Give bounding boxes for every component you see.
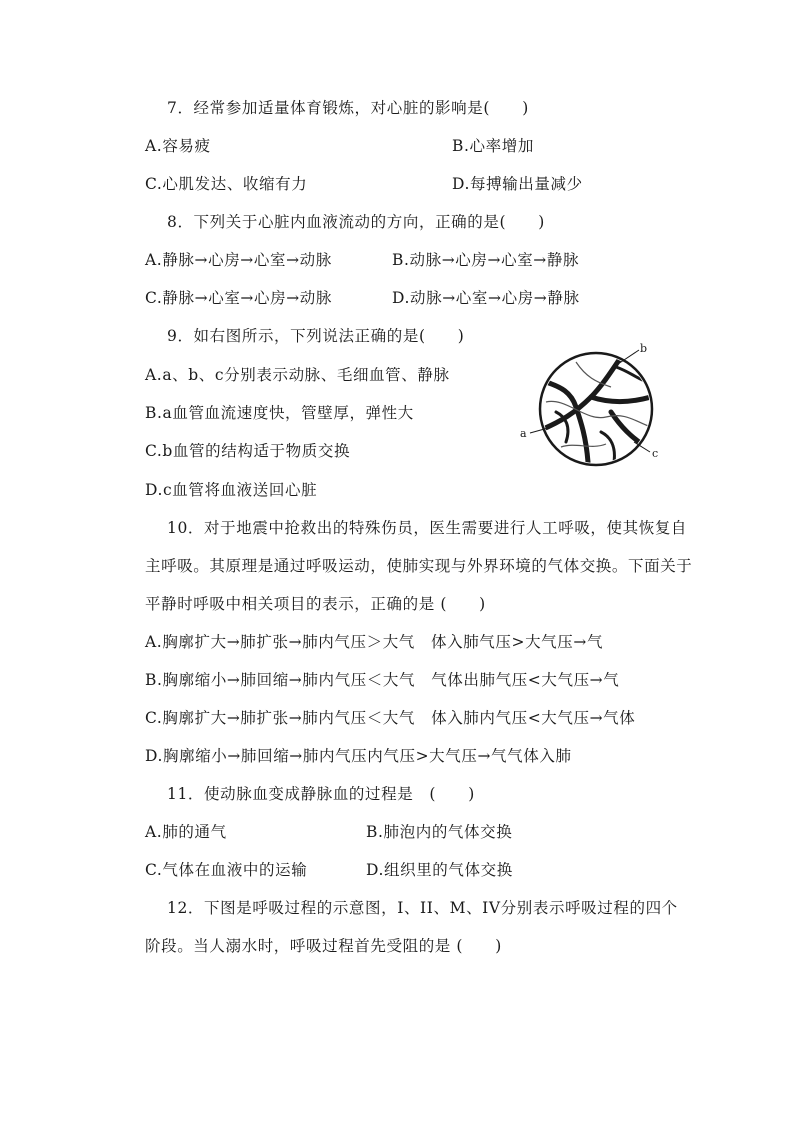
blood-vessel-diagram — [516, 342, 666, 472]
question-8-option-c: C.静脉→心室→心房→动脉 — [145, 289, 332, 307]
question-10-stem-line-1: 10．对于地震中抢救出的特殊伤员，医生需要进行人工呼吸，使其恢复自 — [167, 519, 688, 537]
question-11-option-d: D.组织里的气体交换 — [366, 861, 513, 879]
question-9-stem: 9．如右图所示，下列说法正确的是( ) — [167, 327, 465, 345]
question-7-option-a: A.容易疲 — [145, 137, 211, 155]
question-12-stem-line-2: 阶段。当人溺水时，呼吸过程首先受阻的是 ( ) — [145, 937, 502, 955]
question-9-option-b: B.a血管血流速度快，管壁厚，弹性大 — [145, 404, 414, 422]
question-8-option-d: D.动脉→心室→心房→静脉 — [392, 289, 580, 307]
question-8-option-b: B.动脉→心房→心室→静脉 — [392, 251, 580, 269]
question-7-stem: 7．经常参加适量体育锻炼，对心脏的影响是( ) — [167, 99, 529, 117]
question-11-option-a: A.肺的通气 — [145, 823, 227, 841]
question-7-option-b: B.心率增加 — [452, 137, 534, 155]
figure-label-a: a — [520, 427, 527, 440]
question-11-stem: 11．使动脉血变成静脉血的过程是 ( ) — [167, 785, 475, 803]
question-10-stem-line-2: 主呼吸。其原理是通过呼吸运动，使肺实现与外界环境的气体交换。下面关于 — [145, 557, 693, 575]
figure-label-b: b — [640, 342, 648, 355]
question-9-option-a: A.a、b、c分别表示动脉、毛细血管、静脉 — [145, 366, 450, 384]
question-12-stem-line-1: 12．下图是呼吸过程的示意图，I、II、M、IV分别表示呼吸过程的四个 — [167, 899, 678, 917]
question-10-option-d: D.胸廓缩小→肺回缩→肺内气压内气压>大气压→气气体入肺 — [145, 747, 572, 765]
question-9-option-d: D.c血管将血液送回心脏 — [145, 481, 318, 499]
question-10-option-a: A.胸廓扩大→肺扩张→肺内气压＞大气 体入肺气压>大气压→气 — [145, 633, 604, 651]
figure-label-c: c — [652, 447, 659, 460]
question-10-option-b: B.胸廓缩小→肺回缩→肺内气压＜大气 气体出肺气压<大气压→气 — [145, 671, 620, 689]
question-11-option-b: B.肺泡内的气体交换 — [366, 823, 513, 841]
question-7-option-d: D.每搏输出量减少 — [452, 175, 583, 193]
question-8-stem: 8．下列关于心脏内血液流动的方向，正确的是( ) — [167, 213, 545, 231]
question-10-option-c: C.胸廓扩大→肺扩张→肺内气压＜大气 体入肺内气压<大气压→气体 — [145, 709, 636, 727]
question-11-option-c: C.气体在血液中的运输 — [145, 861, 308, 879]
question-10-stem-line-3: 平静时呼吸中相关项目的表示，正确的是 ( ) — [145, 595, 486, 613]
question-9-option-c: C.b血管的结构适于物质交换 — [145, 442, 351, 460]
question-7-option-c: C.心肌发达、收缩有力 — [145, 175, 308, 193]
question-8-option-a: A.静脉→心房→心室→动脉 — [145, 251, 332, 269]
